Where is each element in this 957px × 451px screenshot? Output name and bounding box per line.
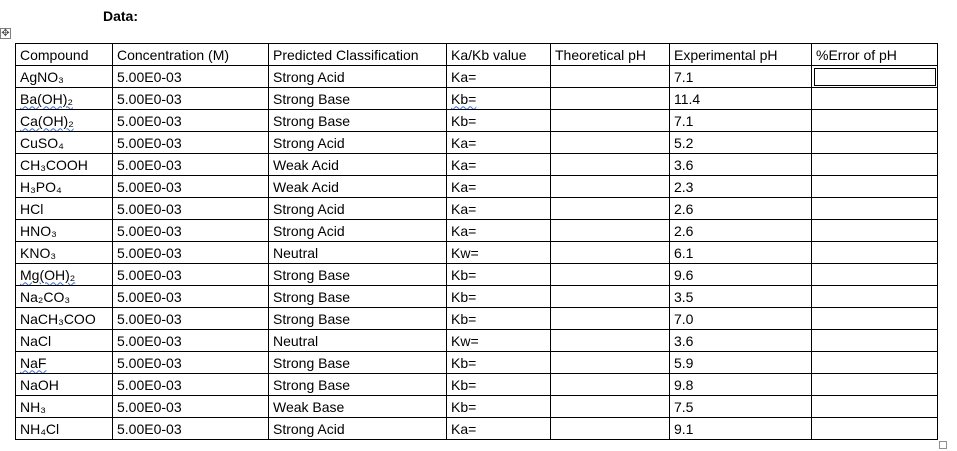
- error-cell[interactable]: [812, 220, 938, 242]
- classification-cell-text: Neutral: [273, 332, 319, 349]
- concentration-cell-text: 5.00E0-03: [117, 68, 182, 85]
- k-value-cell-text: Kb=: [451, 398, 477, 415]
- k-value-cell[interactable]: [447, 330, 551, 352]
- classification-cell-text: Strong Base: [273, 376, 351, 393]
- compound-cell-text: H₃PO₄: [20, 178, 62, 195]
- concentration-cell[interactable]: [113, 352, 269, 374]
- experimental-ph-cell[interactable]: [670, 110, 812, 132]
- k-value-cell-text: Kb=: [451, 354, 477, 371]
- concentration-cell[interactable]: [113, 286, 269, 308]
- experimental-ph-cell-text: 11.4: [674, 90, 701, 107]
- theoretical-ph-cell[interactable]: [551, 66, 670, 88]
- error-cell[interactable]: [812, 418, 938, 440]
- experimental-ph-cell-text: 2.3: [674, 178, 694, 195]
- concentration-cell[interactable]: [113, 154, 269, 176]
- theoretical-ph-cell[interactable]: [551, 396, 670, 418]
- k-value-cell[interactable]: [447, 286, 551, 308]
- error-cell[interactable]: [812, 242, 938, 264]
- compound-cell-text: Na₂CO₃: [20, 288, 71, 305]
- concentration-cell[interactable]: [113, 176, 269, 198]
- theoretical-ph-cell[interactable]: [551, 242, 670, 264]
- classification-cell-text: Strong Acid: [273, 200, 345, 217]
- concentration-cell[interactable]: [113, 374, 269, 396]
- theoretical-ph-cell[interactable]: [551, 418, 670, 440]
- experimental-ph-cell-text: 9.8: [674, 376, 694, 393]
- classification-cell[interactable]: [269, 220, 447, 242]
- k-value-cell-text: Ka=: [451, 68, 477, 85]
- table-row: [16, 176, 938, 198]
- compound-cell[interactable]: [16, 374, 113, 396]
- k-value-cell[interactable]: [447, 176, 551, 198]
- concentration-cell-text: 5.00E0-03: [117, 156, 182, 173]
- col-header-concentration[interactable]: Concentration (M): [113, 44, 269, 66]
- table-row: [16, 66, 938, 88]
- k-value-cell[interactable]: [447, 396, 551, 418]
- error-cell[interactable]: [812, 198, 938, 220]
- classification-cell-text: Strong Base: [273, 266, 351, 283]
- classification-cell-text: Strong Acid: [273, 222, 345, 239]
- error-cell[interactable]: [812, 286, 938, 308]
- error-cell[interactable]: [812, 110, 938, 132]
- table-row: [16, 286, 938, 308]
- table-row: [16, 330, 938, 352]
- theoretical-ph-cell[interactable]: [551, 198, 670, 220]
- compound-cell-text: AgNO₃: [20, 68, 64, 85]
- error-cell[interactable]: [812, 396, 938, 418]
- concentration-cell-text: 5.00E0-03: [117, 354, 182, 371]
- compound-cell-text: CuSO₄: [20, 134, 64, 151]
- k-value-cell-text: Ka=: [451, 178, 477, 195]
- experimental-ph-cell-text: 7.5: [674, 398, 694, 415]
- theoretical-ph-cell[interactable]: [551, 154, 670, 176]
- concentration-cell[interactable]: [113, 88, 269, 110]
- experimental-ph-cell-text: 5.9: [674, 354, 694, 371]
- compound-cell-text: NaF: [20, 354, 47, 371]
- col-header-error[interactable]: %Error of pH: [812, 44, 938, 66]
- table-row: [16, 220, 938, 242]
- data-table: [15, 43, 938, 440]
- concentration-cell[interactable]: [113, 132, 269, 154]
- experimental-ph-cell[interactable]: [670, 132, 812, 154]
- experimental-ph-cell[interactable]: [670, 198, 812, 220]
- k-value-cell-text: Ka=: [451, 156, 477, 173]
- classification-cell[interactable]: [269, 242, 447, 264]
- concentration-cell[interactable]: [113, 66, 269, 88]
- header-row: [16, 44, 938, 66]
- k-value-cell-text: Kb=: [451, 376, 477, 393]
- concentration-cell[interactable]: [113, 242, 269, 264]
- concentration-cell[interactable]: [113, 264, 269, 286]
- concentration-cell[interactable]: [113, 396, 269, 418]
- table-row: [16, 242, 938, 264]
- col-header-classification[interactable]: Predicted Classification: [269, 44, 447, 66]
- classification-cell[interactable]: [269, 198, 447, 220]
- compound-cell[interactable]: [16, 264, 113, 286]
- theoretical-ph-cell[interactable]: [551, 330, 670, 352]
- compound-cell[interactable]: [16, 242, 113, 264]
- theoretical-ph-cell[interactable]: [551, 374, 670, 396]
- experimental-ph-cell-text: 7.0: [674, 310, 694, 327]
- concentration-cell-text: 5.00E0-03: [117, 222, 182, 239]
- experimental-ph-cell-text: 9.6: [674, 266, 694, 283]
- experimental-ph-cell-text: 5.2: [674, 134, 694, 151]
- compound-cell[interactable]: [16, 330, 113, 352]
- k-value-cell[interactable]: [447, 110, 551, 132]
- classification-cell[interactable]: [269, 88, 447, 110]
- concentration-cell-text: 5.00E0-03: [117, 376, 182, 393]
- concentration-cell-text: 5.00E0-03: [117, 244, 182, 261]
- error-cell[interactable]: [812, 154, 938, 176]
- theoretical-ph-cell[interactable]: [551, 286, 670, 308]
- compound-cell-text: Ca(OH)₂: [20, 112, 74, 129]
- classification-cell[interactable]: [269, 352, 447, 374]
- theoretical-ph-cell[interactable]: [551, 220, 670, 242]
- compound-cell-text: NaOH: [20, 376, 59, 393]
- classification-cell[interactable]: [269, 418, 447, 440]
- concentration-cell[interactable]: [113, 308, 269, 330]
- compound-cell[interactable]: [16, 110, 113, 132]
- k-value-cell[interactable]: [447, 242, 551, 264]
- error-cell[interactable]: [812, 264, 938, 286]
- experimental-ph-cell[interactable]: [670, 374, 812, 396]
- k-value-cell-text: Ka=: [451, 134, 477, 151]
- classification-cell[interactable]: [269, 308, 447, 330]
- compound-cell-text: NaCH₃COO: [20, 310, 96, 327]
- compound-cell-text: HNO₃: [20, 222, 57, 239]
- experimental-ph-cell-text: 9.1: [674, 420, 694, 437]
- k-value-cell-text: Kb=: [451, 266, 477, 283]
- experimental-ph-cell[interactable]: [670, 352, 812, 374]
- classification-cell[interactable]: [269, 264, 447, 286]
- table-row: [16, 132, 938, 154]
- concentration-cell-text: 5.00E0-03: [117, 420, 182, 437]
- concentration-cell-text: 5.00E0-03: [117, 200, 182, 217]
- k-value-cell[interactable]: [447, 352, 551, 374]
- k-value-cell[interactable]: [447, 198, 551, 220]
- experimental-ph-cell-text: 6.1: [674, 244, 694, 261]
- classification-cell[interactable]: [269, 330, 447, 352]
- experimental-ph-cell-text: 2.6: [674, 200, 694, 217]
- error-cell[interactable]: [812, 88, 938, 110]
- col-header-experimental-ph[interactable]: Experimental pH: [670, 44, 812, 66]
- concentration-cell-text: 5.00E0-03: [117, 288, 182, 305]
- k-value-cell[interactable]: [447, 154, 551, 176]
- compound-cell[interactable]: [16, 396, 113, 418]
- classification-cell[interactable]: [269, 176, 447, 198]
- error-cell[interactable]: [812, 66, 938, 88]
- experimental-ph-cell[interactable]: [670, 66, 812, 88]
- classification-cell[interactable]: [269, 132, 447, 154]
- k-value-cell-text: Kb=: [451, 90, 477, 107]
- classification-cell[interactable]: [269, 374, 447, 396]
- classification-cell[interactable]: [269, 286, 447, 308]
- table-row: [16, 264, 938, 286]
- table-row: [16, 418, 938, 440]
- concentration-cell-text: 5.00E0-03: [117, 178, 182, 195]
- classification-cell-text: Strong Acid: [273, 134, 345, 151]
- compound-cell-text: CH₃COOH: [20, 156, 88, 173]
- compound-cell-text: Mg(OH)₂: [20, 266, 76, 283]
- k-value-cell[interactable]: [447, 220, 551, 242]
- compound-cell-text: Ba(OH)₂: [20, 90, 73, 107]
- theoretical-ph-cell[interactable]: [551, 352, 670, 374]
- experimental-ph-cell[interactable]: [670, 308, 812, 330]
- concentration-cell-text: 5.00E0-03: [117, 112, 182, 129]
- table-row: [16, 110, 938, 132]
- compound-cell[interactable]: [16, 176, 113, 198]
- compound-cell-text: NH₃: [20, 398, 46, 415]
- table-row: [16, 396, 938, 418]
- classification-cell-text: Neutral: [273, 244, 319, 261]
- experimental-ph-cell-text: 7.1: [674, 112, 694, 129]
- classification-cell-text: Strong Base: [273, 90, 351, 107]
- compound-cell[interactable]: [16, 352, 113, 374]
- concentration-cell-text: 5.00E0-03: [117, 332, 182, 349]
- experimental-ph-cell[interactable]: [670, 220, 812, 242]
- experimental-ph-cell-text: 3.6: [674, 156, 694, 173]
- table-row: [16, 154, 938, 176]
- compound-cell-text: NH₄Cl: [20, 420, 60, 437]
- k-value-cell[interactable]: [447, 374, 551, 396]
- theoretical-ph-cell[interactable]: [551, 308, 670, 330]
- theoretical-ph-cell[interactable]: [551, 88, 670, 110]
- theoretical-ph-cell[interactable]: [551, 264, 670, 286]
- classification-cell-text: Strong Acid: [273, 68, 345, 85]
- concentration-cell-text: 5.00E0-03: [117, 266, 182, 283]
- compound-cell[interactable]: [16, 154, 113, 176]
- experimental-ph-cell[interactable]: [670, 330, 812, 352]
- classification-cell-text: Strong Base: [273, 288, 351, 305]
- classification-cell[interactable]: [269, 66, 447, 88]
- col-header-compound[interactable]: Compound: [16, 44, 113, 66]
- classification-cell-text: Strong Base: [273, 112, 351, 129]
- concentration-cell-text: 5.00E0-03: [117, 90, 182, 107]
- experimental-ph-cell[interactable]: [670, 286, 812, 308]
- table-row: [16, 198, 938, 220]
- compound-cell[interactable]: [16, 66, 113, 88]
- k-value-cell-text: Kb=: [451, 288, 477, 305]
- k-value-cell[interactable]: [447, 66, 551, 88]
- error-cell[interactable]: [812, 176, 938, 198]
- compound-cell[interactable]: [16, 308, 113, 330]
- classification-cell-text: Strong Base: [273, 310, 351, 327]
- classification-cell-text: Weak Acid: [273, 178, 339, 195]
- experimental-ph-cell[interactable]: [670, 176, 812, 198]
- k-value-cell[interactable]: [447, 308, 551, 330]
- classification-cell[interactable]: [269, 110, 447, 132]
- experimental-ph-cell[interactable]: [670, 154, 812, 176]
- classification-cell-text: Strong Acid: [273, 420, 345, 437]
- compound-cell-text: HCl: [20, 200, 44, 217]
- compound-cell[interactable]: [16, 132, 113, 154]
- error-cell[interactable]: [812, 308, 938, 330]
- table-move-handle-icon[interactable]: ✥: [1, 28, 10, 39]
- concentration-cell[interactable]: [113, 110, 269, 132]
- theoretical-ph-cell[interactable]: [551, 110, 670, 132]
- error-cell[interactable]: [812, 374, 938, 396]
- compound-cell[interactable]: [16, 198, 113, 220]
- table-row: [16, 88, 938, 110]
- experimental-ph-cell[interactable]: [670, 264, 812, 286]
- experimental-ph-cell[interactable]: [670, 418, 812, 440]
- k-value-cell[interactable]: [447, 132, 551, 154]
- concentration-cell[interactable]: [113, 330, 269, 352]
- classification-cell[interactable]: [269, 154, 447, 176]
- error-cell[interactable]: [812, 352, 938, 374]
- k-value-cell[interactable]: [447, 88, 551, 110]
- table-row: [16, 352, 938, 374]
- classification-cell-text: Weak Acid: [273, 156, 339, 173]
- theoretical-ph-cell[interactable]: [551, 176, 670, 198]
- classification-cell-text: Weak Base: [273, 398, 345, 415]
- experimental-ph-cell-text: 3.5: [674, 288, 694, 305]
- error-cell[interactable]: [812, 330, 938, 352]
- compound-cell[interactable]: [16, 88, 113, 110]
- experimental-ph-cell-text: 2.6: [674, 222, 694, 239]
- k-value-cell-text: Ka=: [451, 200, 477, 217]
- error-cell[interactable]: [812, 132, 938, 154]
- classification-cell[interactable]: [269, 396, 447, 418]
- k-value-cell-text: Ka=: [451, 222, 477, 239]
- classification-cell-text: Strong Base: [273, 354, 351, 371]
- table-row: [16, 374, 938, 396]
- k-value-cell-text: Ka=: [451, 420, 477, 437]
- concentration-cell-text: 5.00E0-03: [117, 310, 182, 327]
- k-value-cell-text: Kw=: [451, 244, 479, 261]
- compound-cell-text: NaCl: [20, 332, 52, 349]
- compound-cell[interactable]: [16, 286, 113, 308]
- col-header-k-value[interactable]: Ka/Kb value: [447, 44, 551, 66]
- concentration-cell[interactable]: [113, 220, 269, 242]
- k-value-cell[interactable]: [447, 264, 551, 286]
- experimental-ph-cell[interactable]: [670, 88, 812, 110]
- experimental-ph-cell-text: 7.1: [674, 68, 694, 85]
- k-value-cell-text: Kb=: [451, 112, 477, 129]
- concentration-cell-text: 5.00E0-03: [117, 134, 182, 151]
- experimental-ph-cell[interactable]: [670, 396, 812, 418]
- k-value-cell-text: Kb=: [451, 310, 477, 327]
- concentration-cell[interactable]: [113, 198, 269, 220]
- k-value-cell-text: Kw=: [451, 332, 479, 349]
- theoretical-ph-cell[interactable]: [551, 132, 670, 154]
- section-heading: Data:: [103, 8, 139, 24]
- experimental-ph-cell[interactable]: [670, 242, 812, 264]
- k-value-cell[interactable]: [447, 418, 551, 440]
- col-header-theoretical-ph[interactable]: Theoretical pH: [551, 44, 670, 66]
- concentration-cell[interactable]: [113, 418, 269, 440]
- compound-cell[interactable]: [16, 220, 113, 242]
- concentration-cell-text: 5.00E0-03: [117, 398, 182, 415]
- table-row: [16, 308, 938, 330]
- compound-cell[interactable]: [16, 418, 113, 440]
- table-resize-handle-icon[interactable]: [939, 441, 947, 449]
- compound-cell-text: KNO₃: [20, 244, 57, 261]
- experimental-ph-cell-text: 3.6: [674, 332, 694, 349]
